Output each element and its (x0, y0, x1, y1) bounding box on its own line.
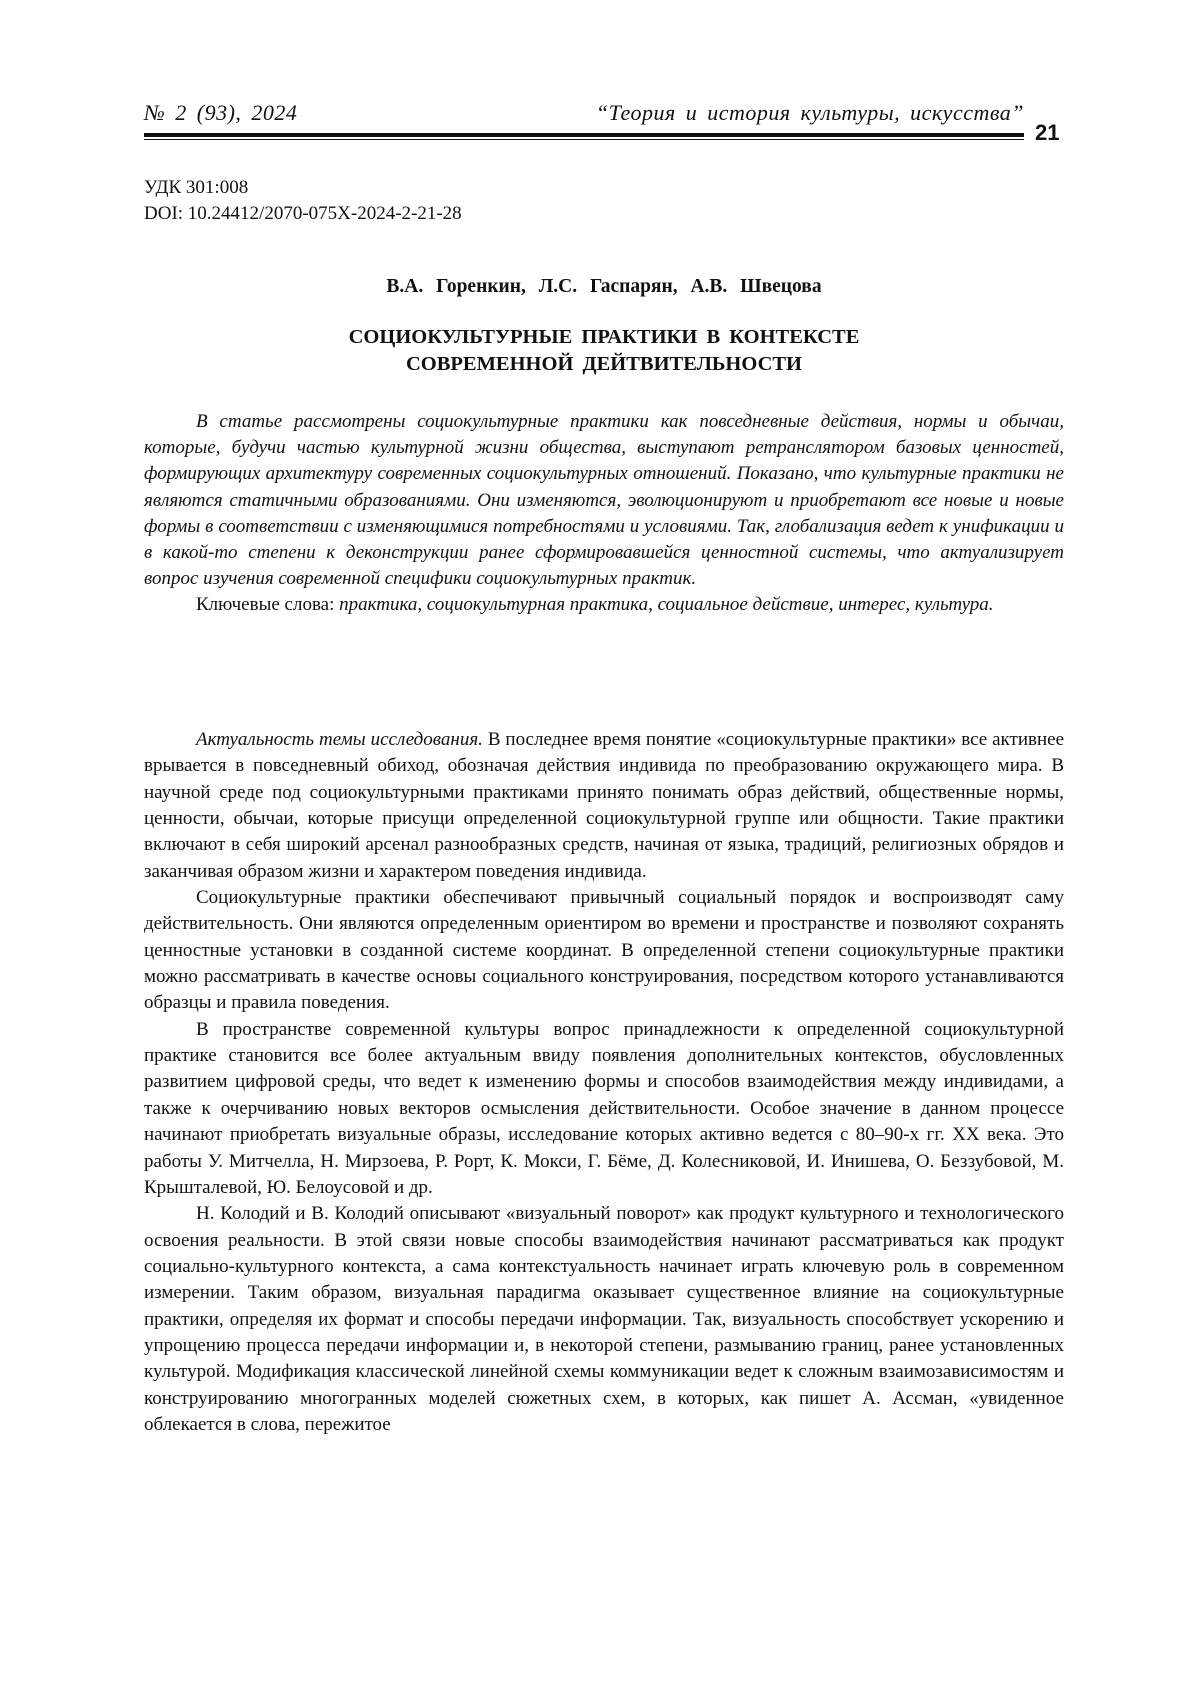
journal-title: “Теория и история культуры, искусства” (596, 100, 1024, 126)
title-line-1: СОЦИОКУЛЬТУРНЫЕ ПРАКТИКИ В КОНТЕКСТЕ (144, 324, 1064, 351)
paragraph-2: Социокультурные практики обеспечивают привычный социальный порядок и воспроизводят саму действительность. Они являются определенным ориентиром во времени и пространстве и позволяют сохранять ценностные установки в созданной системе координат. В определенной степени социокультурные практики можно рассматривать в качестве основы социального конструирования, посредством которого устанавливаются образцы и правила поведения. (144, 885, 1064, 1017)
paragraph-1-text: В последнее время понятие «социокультурные практики» все активнее врывается в повседневный обиход, обозначая действия индивида по преобразованию окружающего мира. В научной среде под социокультурными практиками принято понимать образ действий, общественные нормы, ценности, обычаи, которые присущи определенной социокультурной группе или общности. Такие практики включают в себя широкий арсенал разнообразных средств, начиная от языка, традиций, религиозных обрядов и заканчивая образом жизни и характером поведения индивида. (144, 729, 1064, 882)
paragraph-1 (144, 727, 1064, 885)
issue-info: № 2 (93), 2024 (144, 100, 297, 126)
page-number: 21 (1035, 120, 1059, 146)
title-line-2: СОВРЕМЕННОЙ ДЕЙТВИТЕЛЬНОСТИ (144, 351, 1064, 378)
running-header (144, 100, 1024, 130)
article-authors: В.А. Горенкин, Л.С. Гаспарян, А.В. Швецова (144, 276, 1064, 298)
keywords (144, 592, 1064, 618)
doi-code: DOI: 10.24412/2070-075X-2024-2-21-28 (144, 203, 462, 225)
keywords-list: практика, социокультурная практика, социальное действие, интерес, культура. (339, 594, 993, 615)
paragraph-4: Н. Колодий и В. Колодий описывают «визуальный поворот» как продукт культурного и технологического освоения реальности. В этой связи новые способы взаимодействия начинают рассматриваться как продукт социально-культурного контекста, а сама контекстуальность начинает играть ключевую роль в современном измерении. Таким образом, визуальная парадигма оказывает существенное влияние на социокультурные практики, определяя их формат и способы передачи информации. Так, визуальность способствует ускорению и упрощению процесса передачи информации и, в некоторой степени, размыванию границ, ранее установленных культурой. Модификация классической линейной схемы коммуникации ведет к сложным взаимозависимостям и конструированию многогранных моделей сюжетных схем, в которых, как пишет А. Ассман, «увиденное облекается в слова, пережитое (144, 1201, 1064, 1438)
abstract-text: В статье рассмотрены социокультурные практики как повседневные действия, нормы и обычаи, которые, будучи частью культурной жизни общества, выступают ретранслятором базовых ценностей, формирующих архитектуру современных социокультурных отношений. Показано, что культурные практики не являются статичными образованиями. Они изменяются, эволюционируют и приобретают все новые и новые формы в соответствии с изменяющимися потребностями и условиями. Так, глобализация ведет к унификации и в какой-то степени к деконструкции ранее сформировавшейся ценностной системы, что актуализирует вопрос изучения современной специфики социокультурных практик. (144, 409, 1064, 592)
header-rule-thick (144, 133, 1024, 137)
article-body (144, 727, 1064, 1438)
keywords-label: Ключевые слова: (196, 594, 334, 615)
article-title (144, 324, 1064, 378)
header-rule-thin (144, 139, 1024, 140)
abstract (144, 409, 1064, 619)
paragraph-3: В пространстве современной культуры вопрос принадлежности к определенной социокультурной практике становится все более актуальным ввиду появления дополнительных контекстов, обусловленных развитием цифровой среды, что ведет к изменению формы и способов взаимодействия между индивидами, а также к очерчиванию новых векторов осмысления действительности. Особое значение в данном процессе начинают приобретать визуальные образы, исследование которых активно ведется с 80–90-х гг. XX века. Это работы У. Митчелла, Н. Мирзоева, Р. Рорт, К. Мокси, Г. Бёме, Д. Колесниковой, И. Инишева, О. Беззубовой, М. Крышталевой, Ю. Белоусовой и др. (144, 1017, 1064, 1201)
section-lead: Актуальность темы исследования. (196, 729, 483, 750)
udc-code: УДК 301:008 (144, 177, 248, 199)
